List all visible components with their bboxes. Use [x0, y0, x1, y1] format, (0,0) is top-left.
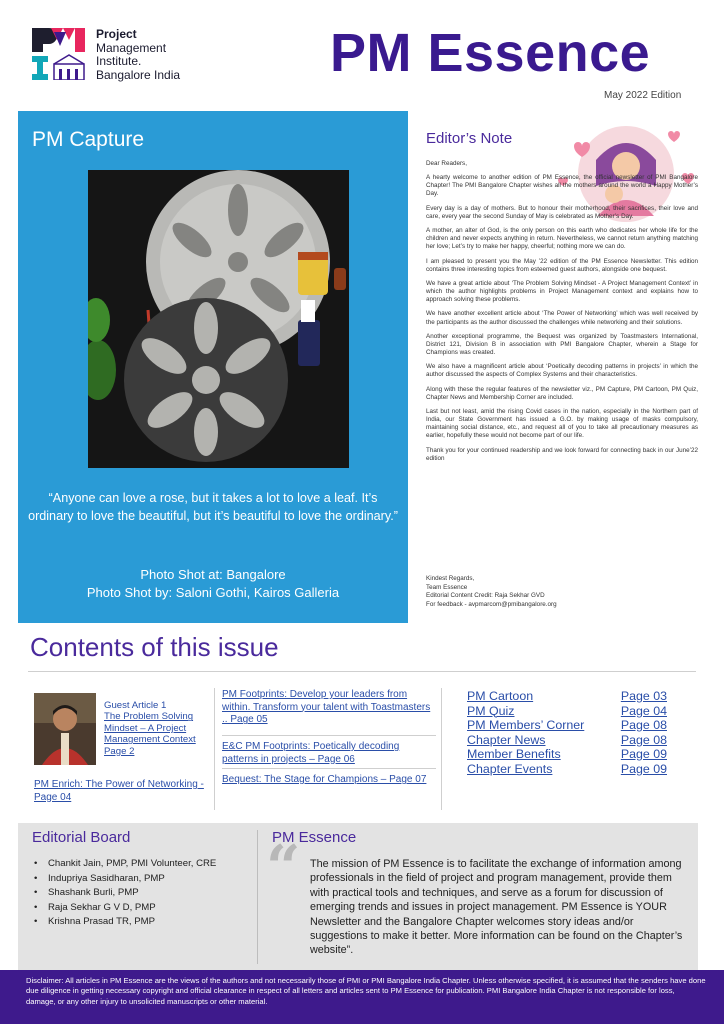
contents-row-name: Chapter Events — [467, 761, 553, 776]
signoff-line: Editorial Content Credit: Raja Sekhar GVD — [426, 592, 545, 600]
edition-label: May 2022 Edition — [604, 90, 682, 101]
contents-row-member-benefits[interactable] — [467, 747, 667, 762]
mission-statement: The mission of PM Essence is to facilitate the exchange of information among professionals in the field of project and program management, provide them with practical tools and techniques, and serve as a forum for discussion of emerging trends and issues in project management. PM Essence is YOUR Newsletter and the Bangalore Chapter welcomes story ideas and/or suggestions to make it better. More information can be found on the Chapter’s website”. — [310, 858, 683, 957]
capture-quote: “Anyone can love a rose, but it takes a lot to love a leaf. It’s ordinary to love the beautiful, but it’s beautiful to love the ordinary.” — [28, 491, 398, 523]
pmi-logo — [32, 28, 86, 80]
board-member: • Chankit Jain, PMP, PMI Volunteer, CRE — [34, 857, 254, 872]
feedback-email[interactable]: For feedback - avpmarcom@pmibangalore.org — [426, 600, 557, 608]
editors-note-body — [426, 160, 698, 469]
quote-mark-icon: “ — [266, 833, 301, 903]
editors-note-paragraph: A hearty welcome to another edition of PM Essence, the official newsletter of PMI Bangalore Chapter! The PMI Bangalore Chapter wishes all the mothers around the world a Happy Mother’s Day. — [426, 174, 698, 198]
editors-note-paragraph: We have another excellent article about ‘The Power of Networking’ which was well received by the participants as the author discussed the challenges while networking and their solutions. — [426, 310, 698, 326]
guest-article-link[interactable]: The Problem Solving Mindset – A Project Management Context — [104, 711, 196, 746]
org-line: Institute. — [96, 54, 142, 68]
pm-essence-box-title: PM Essence — [272, 829, 357, 846]
contents-row-page: Page 09 — [620, 747, 667, 761]
editors-note-signoff — [426, 575, 698, 609]
contents-row-page: Page 08 — [620, 732, 667, 747]
contents-title: Contents of this issue — [30, 632, 279, 662]
disclaimer-text: Disclaimer: All articles in PM Essence are the views of the authors and not necessarily those of PMI or PMI Bangalore India Chapter. Unless otherwise specified, it is assumed that the senders have done due diligence in getting necessary copyright and official clearance in respect of all letters and articles sent to PM Essence for publication. PMI Bangalore India Chapter is not responsible for loss, damage, or any other injury to unsolicited manuscripts or other material. — [26, 976, 706, 1006]
bequest-link[interactable]: Bequest: The Stage for Champions – Page 07 — [222, 774, 427, 785]
info-panel-divider — [257, 830, 258, 964]
signoff-line: Team Essence — [426, 583, 468, 591]
board-member: • Shashank Burli, PMP — [34, 886, 254, 901]
guest-article-label: Guest Article 1 — [104, 700, 167, 711]
board-member: • Raja Sekhar G V D, PMP — [34, 901, 254, 916]
pm-footprints-link[interactable]: PM Footprints: Develop your leaders from within. Transform your talent with Toastmasters .. Page 05 — [222, 689, 431, 726]
editors-note-title: Editor’s Note — [426, 130, 513, 147]
contents-column-divider — [441, 688, 442, 810]
guest-author-photo — [34, 693, 96, 765]
contents-row-name: Member Benefits — [467, 747, 561, 761]
contents-item-divider — [222, 735, 436, 736]
editors-note-paragraph: Another exceptional programme, the Bequest was organized by Toastmasters International, District 121, Division B in association with PMI Bangalore Chapter, wherein a Stage for Champions was created. — [426, 332, 698, 356]
signoff-line: Kindest Regards, — [426, 575, 475, 582]
pm-enrich-link[interactable]: PM Enrich: The Power of Networking - Page 04 — [34, 779, 204, 803]
contents-row-page: Page 04 — [620, 703, 667, 718]
editors-note-paragraph: Last but not least, amid the rising Covid cases in the nation, especially in the Northern part of India, our State Government has issued a G.O. by making usage of masks compulsory, maintaining social distance, etc., and request all of you to take all precautionary measures as earlier, hopefully these would not become part of our life. — [426, 408, 698, 440]
editors-note-paragraph: Dear Readers, — [426, 160, 467, 167]
contents-middle-column — [222, 689, 436, 787]
contents-row-chapter-news[interactable] — [467, 733, 667, 748]
contents-column-divider — [214, 688, 215, 810]
photo-location: Photo Shot at: Bangalore — [140, 567, 286, 582]
newsletter-title: PM Essence — [330, 23, 651, 83]
editors-note-paragraph: Along with these the regular features of the newsletter viz., PM Capture, PM Cartoon, PM Quiz, Chapter News and Membership Corner are included. — [426, 385, 698, 401]
guest-article-entry[interactable] — [104, 700, 208, 757]
photo-credit: Photo Shot by: Saloni Gothi, Kairos Galleria — [86, 585, 340, 600]
contents-row-name: PM Members’ Corner — [467, 718, 585, 732]
contents-row-name: PM Quiz — [467, 703, 515, 718]
board-member: • Krishna Prasad TR, PMP — [34, 915, 254, 930]
editors-note-paragraph: We have a great article about ‘The Problem Solving Mindset - A Project Management Context’ in which the author highlights problems in Project Management context and explains how to approach solving these problems. — [426, 279, 698, 304]
leaf-art-photo — [88, 170, 349, 468]
editors-note-paragraph: I am pleased to present you the May ’22 edition of the PM Essence Newsletter. This edition contains three interesting topics from esteemed guest authors, alongside one bequest. — [426, 257, 698, 273]
contents-item-divider — [222, 768, 436, 769]
org-line: Project — [96, 27, 137, 41]
pm-capture-title: PM Capture — [32, 128, 145, 151]
editorial-board-title: Editorial Board — [32, 829, 131, 846]
contents-row-page: Page 09 — [620, 761, 667, 776]
org-line: Management — [96, 40, 167, 55]
contents-divider — [28, 671, 696, 672]
contents-row-pm-quiz[interactable] — [467, 704, 667, 719]
contents-right-column — [467, 689, 667, 776]
editorial-board-list — [34, 857, 254, 930]
editors-note-paragraph: Every day is a day of mothers. But to honour their motherhood, their sacrifices, their love and care, every year the second Sunday of May is celebrated as Mother’s Day. — [426, 204, 698, 220]
board-member: • Indupriya Sasidharan, PMP — [34, 872, 254, 887]
org-name — [96, 28, 180, 82]
contents-row-pm-cartoon[interactable] — [467, 689, 667, 704]
guest-article-page[interactable]: Page 2 — [104, 745, 135, 757]
editors-note-paragraph: We also have a magnificent article about ‘Poetically decoding patterns in projects’ in which the author discussed the aspects of Complex Systems and their characteristics. — [426, 363, 698, 379]
contents-row-members-corner[interactable] — [467, 718, 667, 733]
contents-row-page: Page 03 — [620, 689, 667, 703]
ec-pm-footprints-link[interactable]: E&C PM Footprints: Poetically decoding patterns in projects – Page 06 — [222, 741, 400, 765]
editors-note-paragraph: Thank you for your continued readership and we look forward for connecting back in our June’22 edition — [426, 446, 698, 462]
contents-row-name: PM Cartoon — [467, 689, 534, 703]
contents-row-name: Chapter News — [467, 732, 546, 747]
contents-row-chapter-events[interactable] — [467, 762, 667, 777]
contents-row-page: Page 08 — [620, 718, 667, 732]
editors-note-paragraph: A mother, an alter of God, is the only person on this earth who dedicates her whole life for the children and never expects anything in return. Nevertheless, we cannot return anything matching her love; Let’s try to make her happy, cheerful; nothing more we can do. — [426, 227, 698, 251]
org-line: Bangalore India — [96, 67, 181, 82]
